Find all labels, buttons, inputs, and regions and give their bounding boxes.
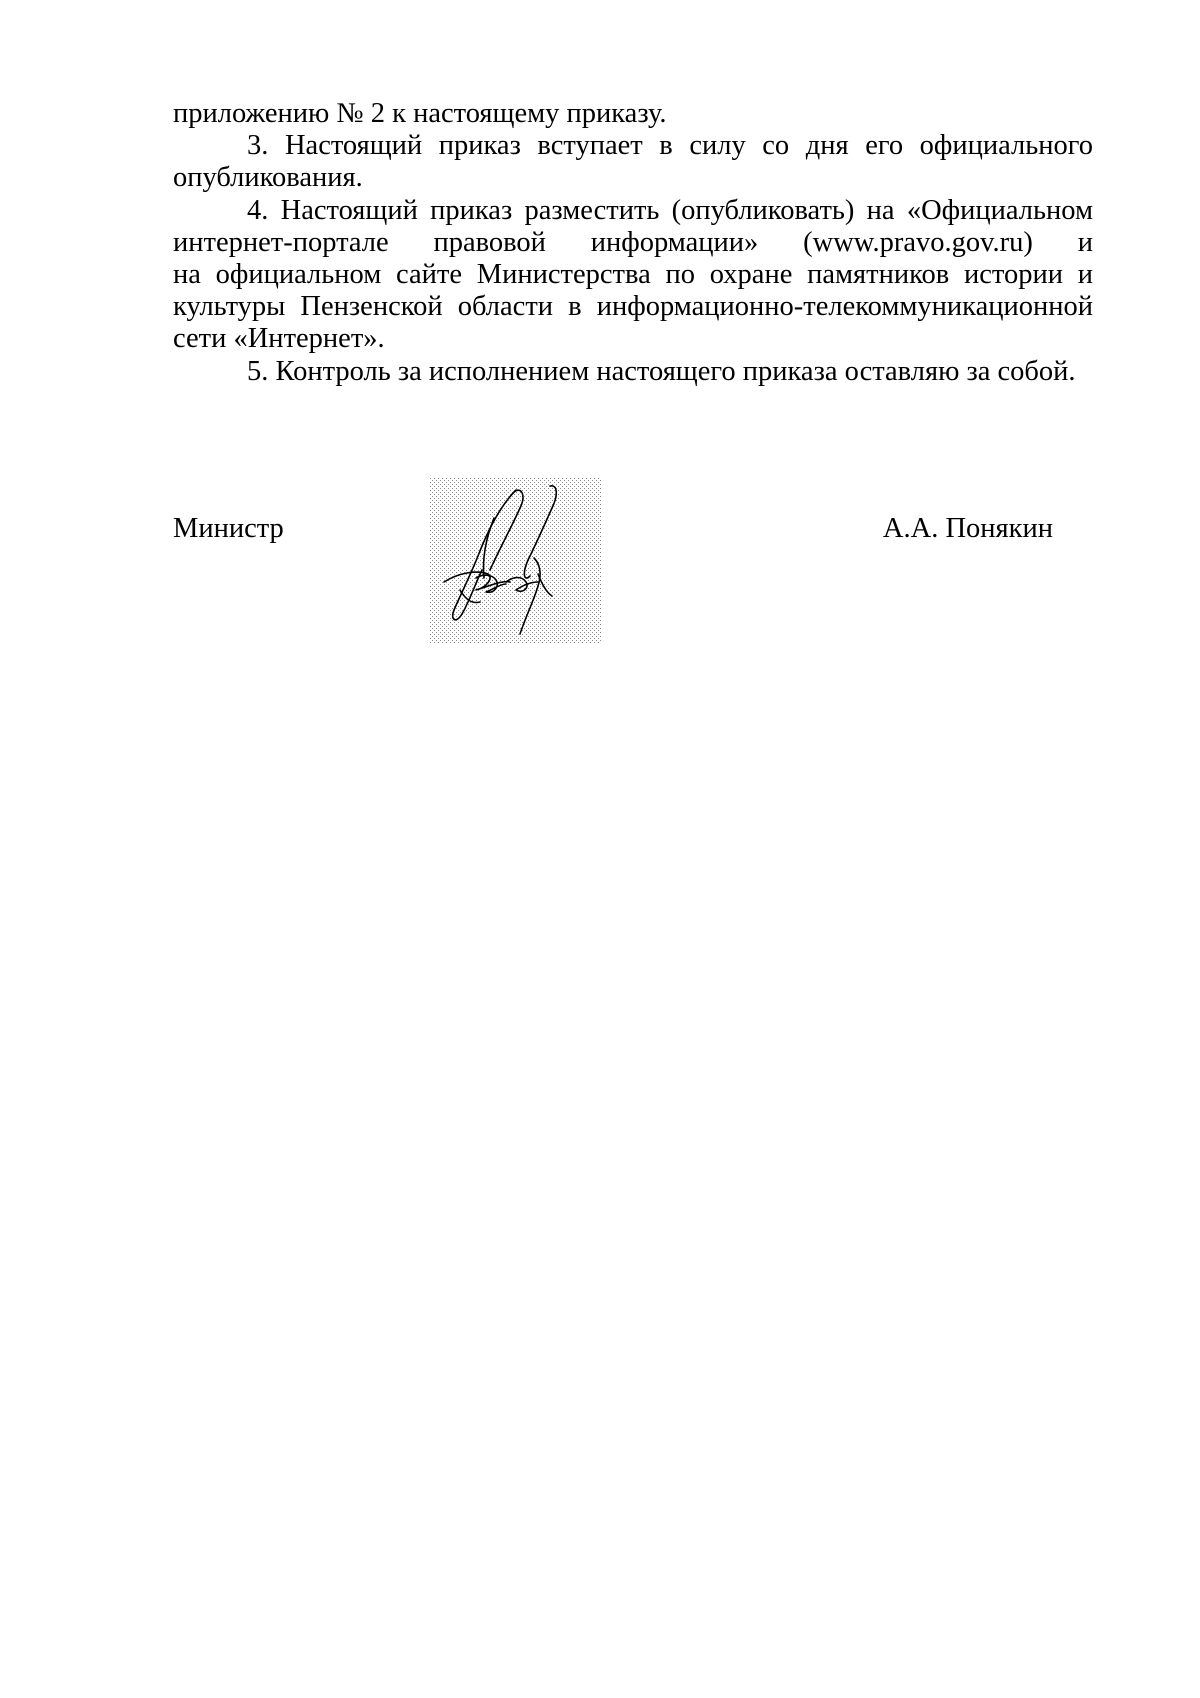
order-text bbox=[173, 98, 1093, 388]
text-line: опубликования. bbox=[173, 162, 363, 194]
handwritten-signature-icon bbox=[430, 478, 602, 644]
signer-position: Министр bbox=[173, 513, 284, 544]
paragraph-item-4 bbox=[173, 195, 1093, 356]
text-line: на официальном сайте Министерства по охране памятников истории и bbox=[173, 259, 1093, 291]
text-line: 3. Настоящий приказ вступает в силу со дня его официального bbox=[247, 130, 1093, 162]
text-line: сети «Интернет». bbox=[173, 323, 385, 355]
signature-block bbox=[173, 512, 1093, 546]
text-line: интернет-портале правовой информации» (www.pravo.gov.ru) и bbox=[173, 226, 1093, 258]
text-line: приложению № 2 к настоящему приказу. bbox=[173, 98, 667, 129]
text-line: 5. Контроль за исполнением настоящего приказа оставляю за собой. bbox=[247, 355, 1076, 387]
text-line: культуры Пензенской области в информационно-телекоммуникационной bbox=[173, 291, 1093, 323]
paragraph-item-3 bbox=[173, 130, 1093, 194]
paragraph-continuation bbox=[173, 98, 1093, 130]
signer-name: А.А. Понякин bbox=[882, 513, 1053, 544]
text-line: 4. Настоящий приказ разместить (опубликовать) на «Официальном bbox=[247, 194, 1093, 226]
paragraph-item-5 bbox=[173, 356, 1093, 388]
